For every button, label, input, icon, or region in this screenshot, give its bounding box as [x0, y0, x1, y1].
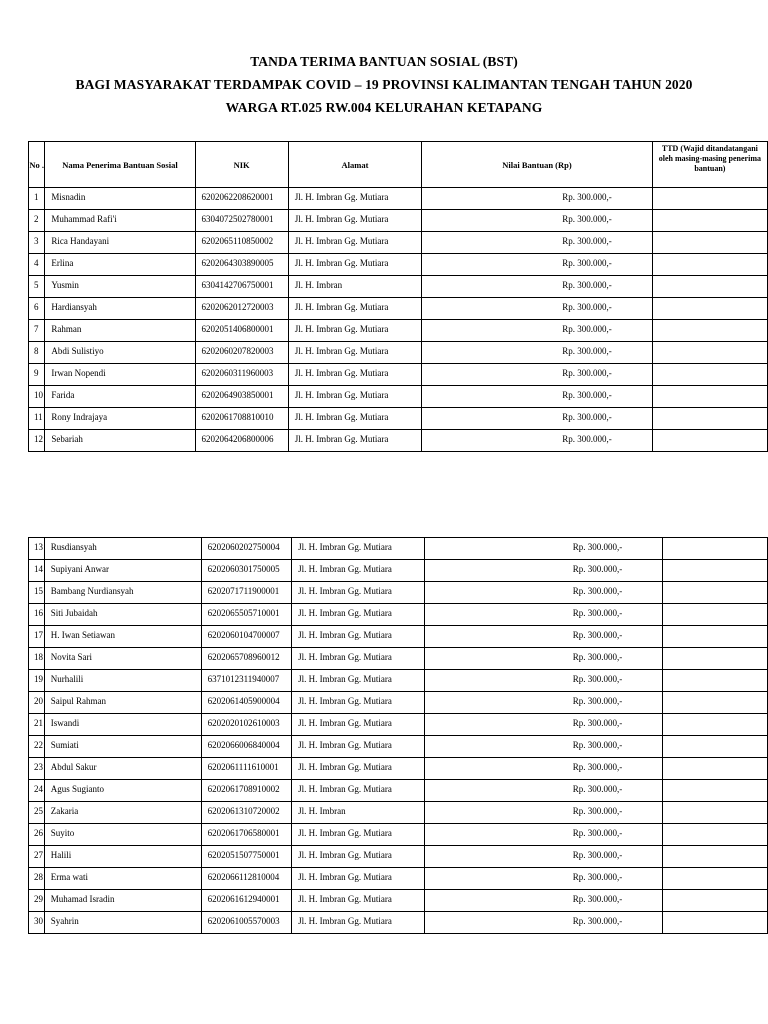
- cell-nilai: Rp. 300.000,-: [424, 868, 663, 890]
- cell-nilai: Rp. 300.000,-: [422, 210, 653, 232]
- cell-nik: 6202064903850001: [195, 386, 288, 408]
- cell-nik: 6202051507750001: [201, 846, 292, 868]
- cell-nilai: Rp. 300.000,-: [424, 692, 663, 714]
- cell-nilai: Rp. 300.000,-: [422, 320, 653, 342]
- cell-nik: 6202061708810010: [195, 408, 288, 430]
- cell-ttd-signature[interactable]: [663, 560, 768, 582]
- cell-ttd-signature[interactable]: [663, 758, 768, 780]
- cell-nik: 6202061706580001: [201, 824, 292, 846]
- cell-nilai: Rp. 300.000,-: [424, 648, 663, 670]
- cell-nama: Rusdiansyah: [44, 538, 201, 560]
- cell-ttd-signature[interactable]: [663, 912, 768, 934]
- cell-ttd-signature[interactable]: [652, 408, 767, 430]
- cell-nik: 6202061612940001: [201, 890, 292, 912]
- document-title: [0, 50, 768, 119]
- cell-ttd-signature[interactable]: [652, 254, 767, 276]
- table-row: [29, 890, 768, 912]
- cell-alamat: Jl. H. Imbran Gg. Mutiara: [292, 890, 424, 912]
- cell-no: 8: [29, 342, 45, 364]
- cell-no: 25: [29, 802, 45, 824]
- cell-no: 22: [29, 736, 45, 758]
- table-row: [29, 802, 768, 824]
- table-row: [29, 408, 768, 430]
- recipients-table-page-2: [28, 537, 768, 934]
- cell-nik: 6202051406800001: [195, 320, 288, 342]
- cell-nik: 6202060301750005: [201, 560, 292, 582]
- header-alamat: Alamat: [288, 142, 422, 188]
- cell-no: 27: [29, 846, 45, 868]
- cell-ttd-signature[interactable]: [652, 320, 767, 342]
- cell-nik: 6202065505710001: [201, 604, 292, 626]
- cell-nilai: Rp. 300.000,-: [424, 670, 663, 692]
- cell-nama: Irwan Nopendi: [45, 364, 195, 386]
- cell-nik: 6202071711900001: [201, 582, 292, 604]
- cell-nama: Abdul Sakur: [44, 758, 201, 780]
- cell-nama: Saipul Rahman: [44, 692, 201, 714]
- table-body-page-1: [29, 188, 768, 452]
- cell-nik: 6202062208620001: [195, 188, 288, 210]
- cell-no: 3: [29, 232, 45, 254]
- cell-alamat: Jl. H. Imbran Gg. Mutiara: [292, 692, 424, 714]
- cell-nama: Agus Sugianto: [44, 780, 201, 802]
- table-row: [29, 364, 768, 386]
- cell-ttd-signature[interactable]: [652, 188, 767, 210]
- cell-alamat: Jl. H. Imbran Gg. Mutiara: [288, 232, 422, 254]
- cell-alamat: Jl. H. Imbran Gg. Mutiara: [288, 364, 422, 386]
- cell-nama: Yusmin: [45, 276, 195, 298]
- cell-nama: Erlina: [45, 254, 195, 276]
- cell-no: 20: [29, 692, 45, 714]
- cell-nama: Zakaria: [44, 802, 201, 824]
- cell-nama: Siti Jubaidah: [44, 604, 201, 626]
- cell-ttd-signature[interactable]: [663, 604, 768, 626]
- table-row: [29, 298, 768, 320]
- table-row: [29, 846, 768, 868]
- cell-ttd-signature[interactable]: [652, 276, 767, 298]
- cell-ttd-signature[interactable]: [663, 648, 768, 670]
- cell-nama: Rahman: [45, 320, 195, 342]
- title-line-1: TANDA TERIMA BANTUAN SOSIAL (BST): [250, 54, 518, 69]
- cell-nik: 6202064303890005: [195, 254, 288, 276]
- cell-no: 10: [29, 386, 45, 408]
- cell-nik: 6202060104700007: [201, 626, 292, 648]
- cell-no: 7: [29, 320, 45, 342]
- cell-nilai: Rp. 300.000,-: [424, 912, 663, 934]
- table-row: [29, 714, 768, 736]
- cell-ttd-signature[interactable]: [663, 868, 768, 890]
- table-row: [29, 824, 768, 846]
- cell-alamat: Jl. H. Imbran Gg. Mutiara: [292, 604, 424, 626]
- cell-nama: Erma wati: [44, 868, 201, 890]
- cell-alamat: Jl. H. Imbran: [292, 802, 424, 824]
- cell-nilai: Rp. 300.000,-: [422, 430, 653, 452]
- cell-ttd-signature[interactable]: [663, 582, 768, 604]
- cell-alamat: Jl. H. Imbran Gg. Mutiara: [292, 780, 424, 802]
- cell-nama: Rica Handayani: [45, 232, 195, 254]
- cell-nilai: Rp. 300.000,-: [424, 780, 663, 802]
- cell-ttd-signature[interactable]: [663, 714, 768, 736]
- cell-nilai: Rp. 300.000,-: [422, 232, 653, 254]
- table-row: [29, 254, 768, 276]
- cell-alamat: Jl. H. Imbran Gg. Mutiara: [292, 912, 424, 934]
- cell-alamat: Jl. H. Imbran Gg. Mutiara: [292, 736, 424, 758]
- cell-alamat: Jl. H. Imbran: [288, 276, 422, 298]
- cell-nama: Syahrin: [44, 912, 201, 934]
- cell-nama: Halili: [44, 846, 201, 868]
- cell-nilai: Rp. 300.000,-: [422, 342, 653, 364]
- cell-no: 11: [29, 408, 45, 430]
- table-row: [29, 758, 768, 780]
- table-body-page-2: [29, 538, 768, 934]
- table-row: [29, 648, 768, 670]
- cell-ttd-signature[interactable]: [652, 364, 767, 386]
- table-row: [29, 538, 768, 560]
- cell-nama: Supiyani Anwar: [44, 560, 201, 582]
- cell-no: 29: [29, 890, 45, 912]
- cell-nilai: Rp. 300.000,-: [424, 824, 663, 846]
- cell-ttd-signature[interactable]: [663, 824, 768, 846]
- cell-ttd-signature[interactable]: [663, 670, 768, 692]
- cell-nilai: Rp. 300.000,-: [424, 714, 663, 736]
- cell-nilai: Rp. 300.000,-: [424, 560, 663, 582]
- cell-no: 14: [29, 560, 45, 582]
- table-row: [29, 188, 768, 210]
- cell-nilai: Rp. 300.000,-: [424, 538, 663, 560]
- table-row: [29, 912, 768, 934]
- cell-nik: 6202061005570003: [201, 912, 292, 934]
- cell-nama: H. Iwan Setiawan: [44, 626, 201, 648]
- title-line-3: WARGA RT.025 RW.004 KELURAHAN KETAPANG: [225, 100, 543, 115]
- cell-ttd-signature[interactable]: [652, 430, 767, 452]
- cell-nama: Suyito: [44, 824, 201, 846]
- cell-nilai: Rp. 300.000,-: [424, 604, 663, 626]
- cell-nik: 6202061310720002: [201, 802, 292, 824]
- cell-ttd-signature[interactable]: [663, 626, 768, 648]
- cell-nama: Bambang Nurdiansyah: [44, 582, 201, 604]
- table-row: [29, 736, 768, 758]
- cell-alamat: Jl. H. Imbran Gg. Mutiara: [292, 846, 424, 868]
- cell-nama: Novita Sari: [44, 648, 201, 670]
- recipients-table-page-1: [28, 141, 768, 452]
- table-row: [29, 342, 768, 364]
- cell-ttd-signature[interactable]: [663, 846, 768, 868]
- cell-alamat: Jl. H. Imbran Gg. Mutiara: [292, 538, 424, 560]
- cell-alamat: Jl. H. Imbran Gg. Mutiara: [288, 408, 422, 430]
- table-row: [29, 626, 768, 648]
- cell-no: 12: [29, 430, 45, 452]
- cell-ttd-signature[interactable]: [652, 342, 767, 364]
- cell-no: 4: [29, 254, 45, 276]
- cell-nik: 6202066112810004: [201, 868, 292, 890]
- table-row: [29, 386, 768, 408]
- cell-alamat: Jl. H. Imbran Gg. Mutiara: [292, 560, 424, 582]
- header-nilai: Nilai Bantuan (Rp): [422, 142, 653, 188]
- cell-nik: 6202060311960003: [195, 364, 288, 386]
- table-row: [29, 868, 768, 890]
- cell-alamat: Jl. H. Imbran Gg. Mutiara: [288, 298, 422, 320]
- cell-nilai: Rp. 300.000,-: [422, 188, 653, 210]
- cell-nik: 6304142706750001: [195, 276, 288, 298]
- cell-no: 13: [29, 538, 45, 560]
- cell-alamat: Jl. H. Imbran Gg. Mutiara: [288, 430, 422, 452]
- cell-no: 16: [29, 604, 45, 626]
- cell-nilai: Rp. 300.000,-: [424, 582, 663, 604]
- cell-nama: Muhamad Isradin: [44, 890, 201, 912]
- cell-nik: 6202061111610001: [201, 758, 292, 780]
- cell-nama: Hardiansyah: [45, 298, 195, 320]
- cell-ttd-signature[interactable]: [663, 780, 768, 802]
- cell-nik: 6371012311940007: [201, 670, 292, 692]
- table-row: [29, 320, 768, 342]
- cell-nik: 6202061405900004: [201, 692, 292, 714]
- cell-nilai: Rp. 300.000,-: [424, 802, 663, 824]
- cell-nama: Misnadin: [45, 188, 195, 210]
- cell-ttd-signature[interactable]: [663, 890, 768, 912]
- cell-nilai: Rp. 300.000,-: [422, 386, 653, 408]
- cell-nik: 6304072502780001: [195, 210, 288, 232]
- cell-alamat: Jl. H. Imbran Gg. Mutiara: [288, 386, 422, 408]
- table-row: [29, 670, 768, 692]
- header-no: No .: [29, 142, 45, 188]
- cell-ttd-signature[interactable]: [663, 538, 768, 560]
- cell-nilai: Rp. 300.000,-: [422, 408, 653, 430]
- cell-alamat: Jl. H. Imbran Gg. Mutiara: [292, 824, 424, 846]
- table-row: [29, 430, 768, 452]
- cell-nik: 6202020102610003: [201, 714, 292, 736]
- cell-ttd-signature[interactable]: [663, 692, 768, 714]
- cell-no: 2: [29, 210, 45, 232]
- cell-ttd-signature[interactable]: [652, 386, 767, 408]
- cell-alamat: Jl. H. Imbran Gg. Mutiara: [292, 648, 424, 670]
- cell-nik: 6202061708910002: [201, 780, 292, 802]
- cell-nilai: Rp. 300.000,-: [422, 254, 653, 276]
- table-row: [29, 582, 768, 604]
- cell-alamat: Jl. H. Imbran Gg. Mutiara: [292, 714, 424, 736]
- header-nama: Nama Penerima Bantuan Sosial: [45, 142, 195, 188]
- cell-ttd-signature[interactable]: [663, 802, 768, 824]
- cell-no: 24: [29, 780, 45, 802]
- cell-alamat: Jl. H. Imbran Gg. Mutiara: [288, 320, 422, 342]
- cell-no: 9: [29, 364, 45, 386]
- cell-no: 18: [29, 648, 45, 670]
- cell-alamat: Jl. H. Imbran Gg. Mutiara: [288, 254, 422, 276]
- cell-nilai: Rp. 300.000,-: [424, 890, 663, 912]
- cell-nama: Sebariah: [45, 430, 195, 452]
- cell-no: 26: [29, 824, 45, 846]
- cell-no: 15: [29, 582, 45, 604]
- cell-nilai: Rp. 300.000,-: [424, 736, 663, 758]
- cell-nama: Sumiati: [44, 736, 201, 758]
- cell-nik: 6202060207820003: [195, 342, 288, 364]
- cell-no: 28: [29, 868, 45, 890]
- cell-nama: Abdi Sulistiyo: [45, 342, 195, 364]
- cell-ttd-signature[interactable]: [652, 298, 767, 320]
- cell-nama: Iswandi: [44, 714, 201, 736]
- cell-alamat: Jl. H. Imbran Gg. Mutiara: [292, 582, 424, 604]
- table-row: [29, 210, 768, 232]
- cell-no: 21: [29, 714, 45, 736]
- table-row: [29, 604, 768, 626]
- table-row: [29, 560, 768, 582]
- cell-nilai: Rp. 300.000,-: [422, 364, 653, 386]
- title-line-2: BAGI MASYARAKAT TERDAMPAK COVID – 19 PROVINSI KALIMANTAN TENGAH TAHUN 2020: [75, 77, 693, 92]
- cell-nilai: Rp. 300.000,-: [424, 758, 663, 780]
- cell-alamat: Jl. H. Imbran Gg. Mutiara: [288, 210, 422, 232]
- cell-no: 5: [29, 276, 45, 298]
- cell-no: 23: [29, 758, 45, 780]
- table-row: [29, 692, 768, 714]
- cell-nama: Muhammad Rafi'i: [45, 210, 195, 232]
- cell-alamat: Jl. H. Imbran Gg. Mutiara: [292, 758, 424, 780]
- table-row: [29, 232, 768, 254]
- cell-nik: 6202062012720003: [195, 298, 288, 320]
- cell-nik: 6202066006840004: [201, 736, 292, 758]
- cell-nama: Farida: [45, 386, 195, 408]
- cell-no: 30: [29, 912, 45, 934]
- cell-alamat: Jl. H. Imbran Gg. Mutiara: [292, 670, 424, 692]
- cell-no: 17: [29, 626, 45, 648]
- cell-alamat: Jl. H. Imbran Gg. Mutiara: [288, 188, 422, 210]
- cell-nik: 6202065708960012: [201, 648, 292, 670]
- cell-nama: Nurhalili: [44, 670, 201, 692]
- cell-nilai: Rp. 300.000,-: [424, 846, 663, 868]
- cell-nilai: Rp. 300.000,-: [424, 626, 663, 648]
- cell-alamat: Jl. H. Imbran Gg. Mutiara: [292, 868, 424, 890]
- cell-nik: 6202065110850002: [195, 232, 288, 254]
- cell-no: 19: [29, 670, 45, 692]
- cell-nilai: Rp. 300.000,-: [422, 298, 653, 320]
- cell-nik: 6202060202750004: [201, 538, 292, 560]
- header-nik: NIK: [195, 142, 288, 188]
- cell-no: 6: [29, 298, 45, 320]
- table-header-row: [29, 142, 768, 188]
- cell-no: 1: [29, 188, 45, 210]
- cell-nama: Rony Indrajaya: [45, 408, 195, 430]
- header-ttd: TTD (Wajid ditandatangani oleh masing-masing penerima bantuan): [652, 142, 767, 188]
- cell-nilai: Rp. 300.000,-: [422, 276, 653, 298]
- table-row: [29, 276, 768, 298]
- cell-alamat: Jl. H. Imbran Gg. Mutiara: [292, 626, 424, 648]
- table-row: [29, 780, 768, 802]
- cell-ttd-signature[interactable]: [652, 232, 767, 254]
- cell-ttd-signature[interactable]: [663, 736, 768, 758]
- cell-alamat: Jl. H. Imbran Gg. Mutiara: [288, 342, 422, 364]
- cell-nik: 6202064206800006: [195, 430, 288, 452]
- cell-ttd-signature[interactable]: [652, 210, 767, 232]
